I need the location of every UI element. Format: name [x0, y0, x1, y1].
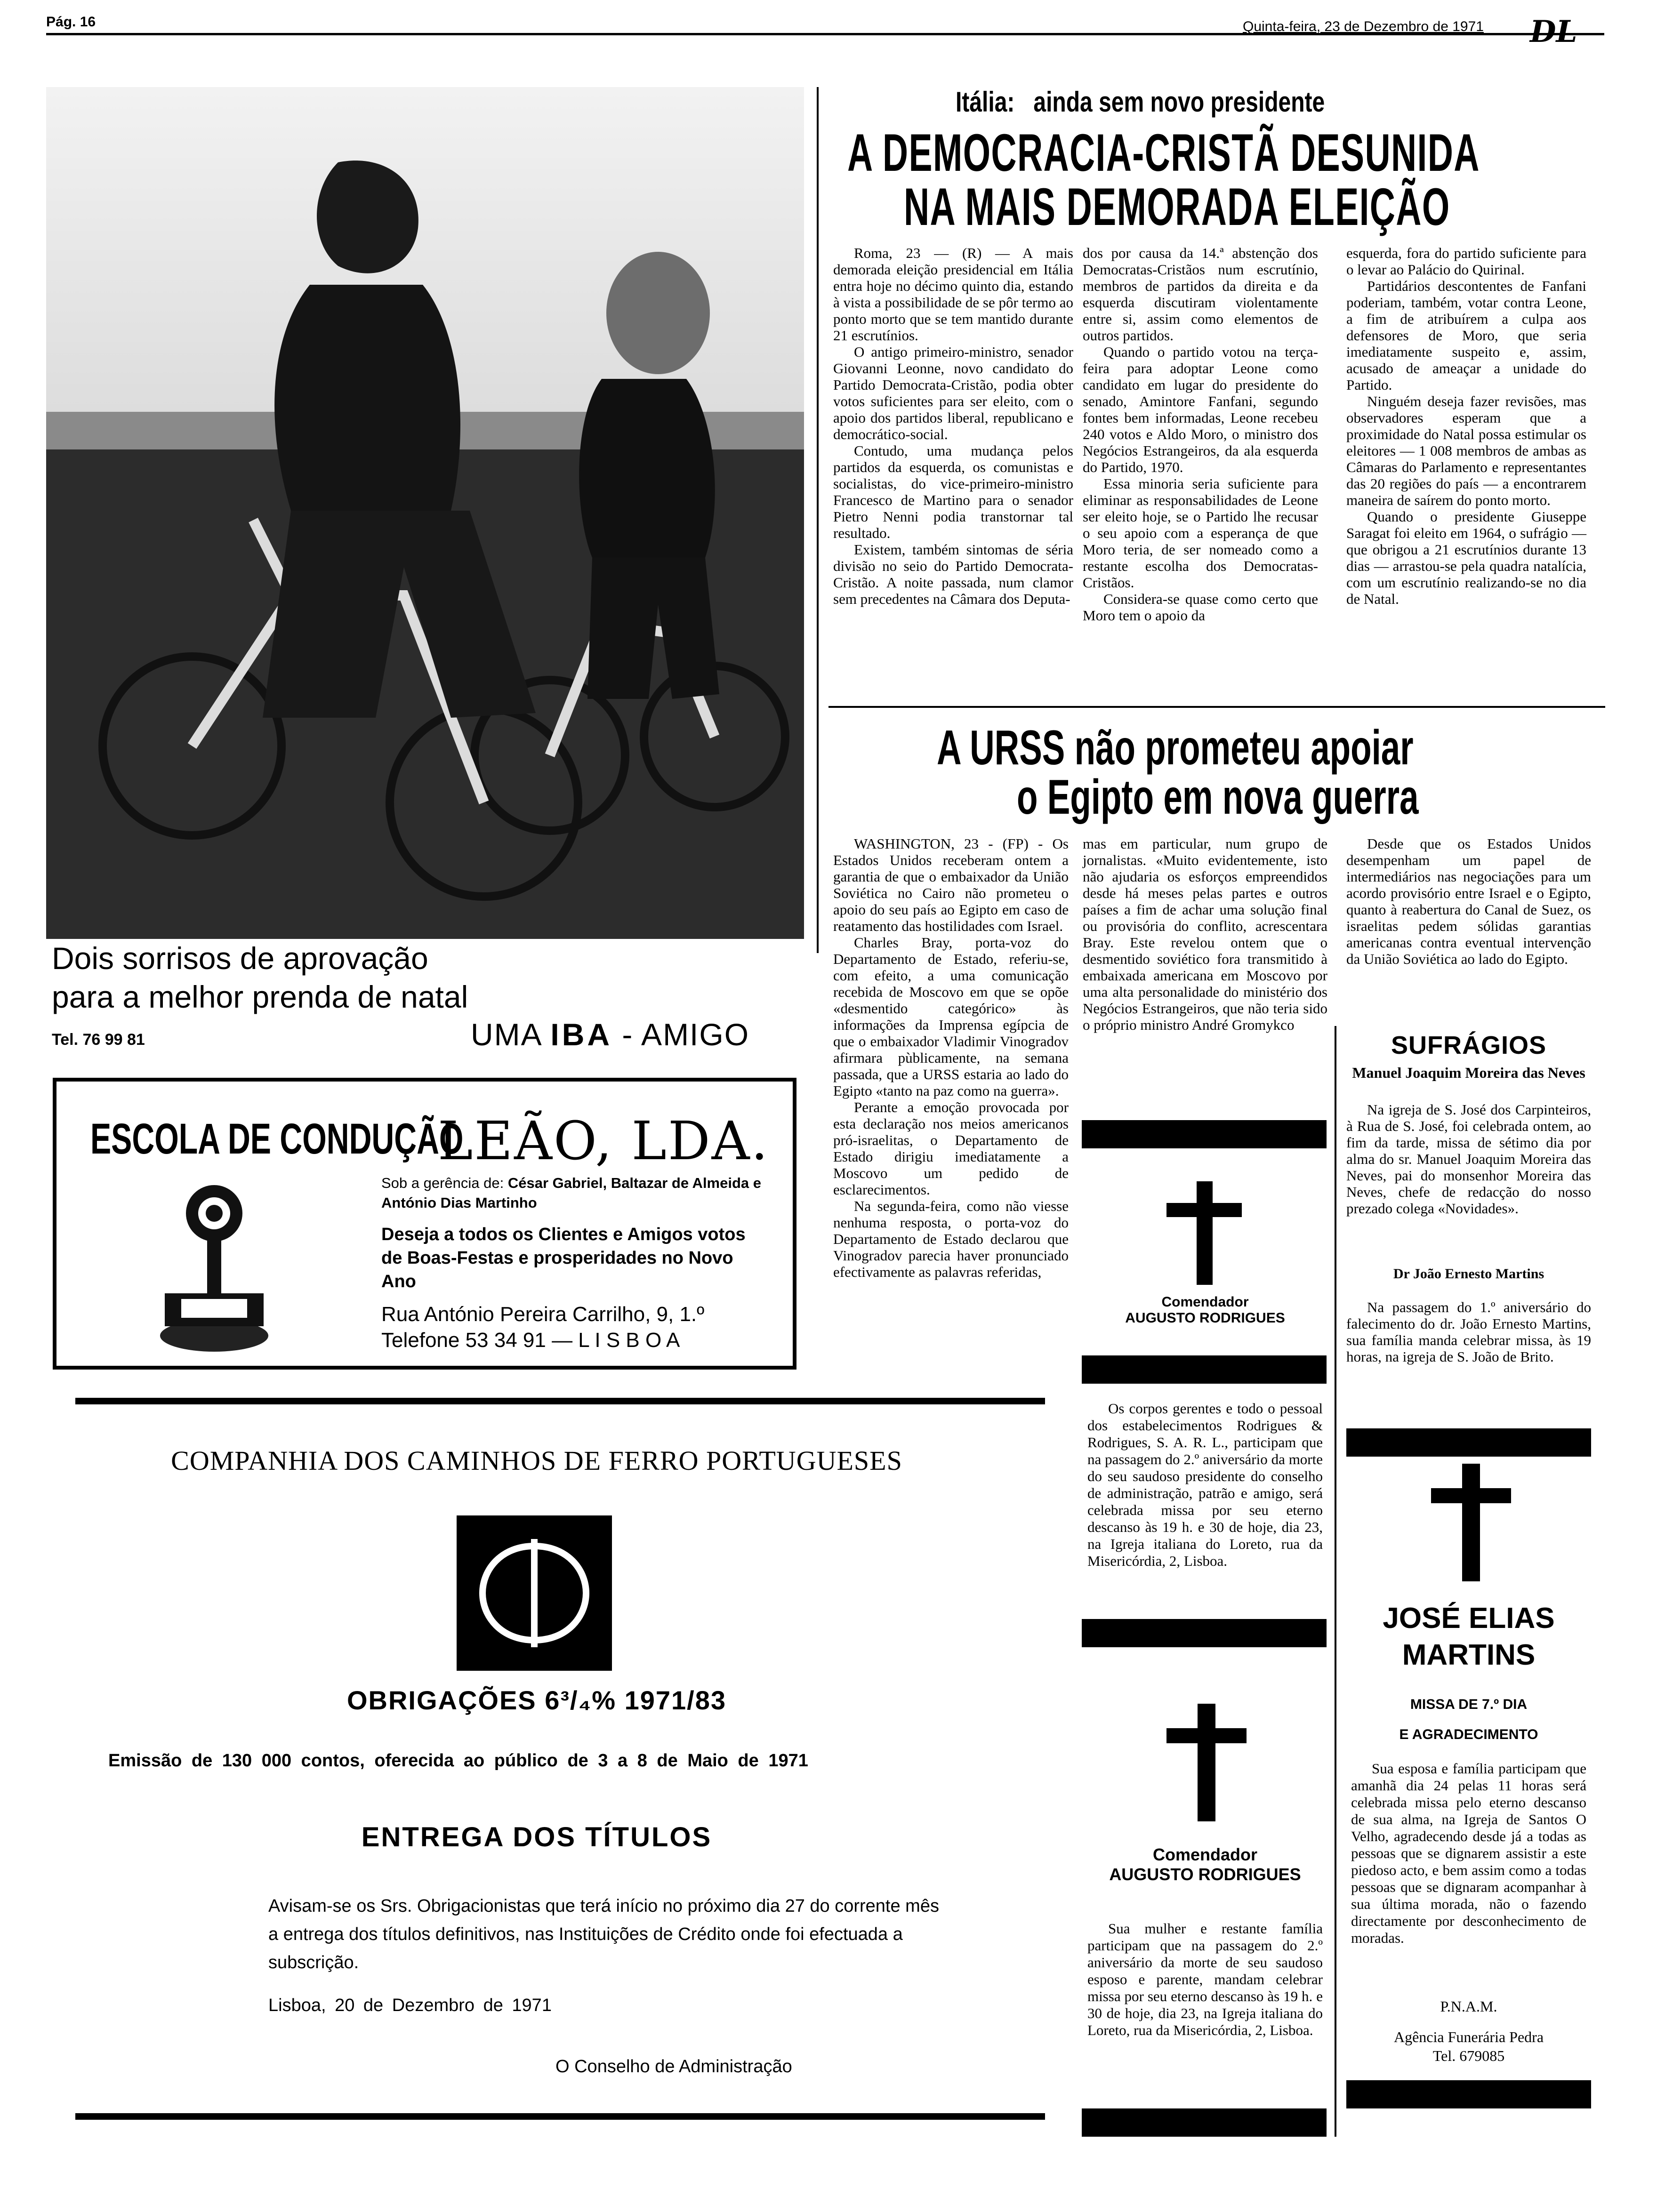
cp-top-rule	[75, 1398, 1045, 1404]
urss-col3-p1: Desde que os Estados Unidos desempenham um papel de intermediários nas negociações para um acordo provisório entre Israel e o Egipto, quanto à reabertura do Canal de Suez, os israelitas pedem sólidas garantias americanas contra eventual intervenção da União Soviética ao lado do Egipto.	[1346, 835, 1591, 967]
cp-emission-dates: de 3 a 8 de Maio de 1971	[567, 1751, 808, 1771]
obit1-cross-icon	[1166, 1181, 1242, 1285]
italy-col2-p3: Essa minoria seria suficiente para eliminar as responsabilidades de Leone ser eleito hoje, se o Partido lhe recusar o seu apoio com a esperança de que Moro teria, de ser nomeado como a restante escolha dos Democratas-Cristãos.	[1083, 475, 1318, 591]
obit1-cross-vertical	[1197, 1181, 1213, 1285]
urss-col1-p2: Charles Bray, porta-voz do Departamento de Estado, referiu-se, com efeito, a uma comunicação recebida de Moscovo em que se opõe «desmentido categórico» às informações da Imprensa egípcia de que o embaixador Vladimir Vinogradov afirmara pùblicamente, na semana passada, que a URSS estaria ao lado do Egipto «tanto na paz como na guerra».	[833, 934, 1069, 1099]
cp-notice: Avisam-se os Srs. Obrigacionistas que terá início no próximo dia 27 do corrente mês a entrega dos títulos definitivos, nas Instituições de Crédito onde foi efectuada a subscrição.	[268, 1896, 939, 1972]
escola-title-left: ESCOLA DE CONDUÇÃO	[90, 1115, 464, 1163]
newspaper-logo	[1530, 14, 1577, 49]
cp-place-date: Lisboa, 20 de Dezembro de 1971	[268, 1996, 552, 2015]
obit3-cross-vertical	[1462, 1464, 1480, 1581]
iba-brand-bold: IBA	[550, 1017, 613, 1052]
obit2-top-bar	[1082, 1619, 1327, 1647]
iba-brand-suffix: - AMIGO	[612, 1017, 750, 1052]
escola-management-names: César Gabriel, Baltazar de Almeida e António Dias Martinho	[381, 1175, 761, 1211]
italy-col2-p4: Considera-se quase como certo que Moro tem o apoio da	[1083, 591, 1318, 624]
cp-bond-title: OBRIGAÇÕES 6³/₄% 1971/83	[346, 1685, 727, 1715]
obit3-mass	[1346, 1690, 1591, 1750]
cp-signature: O Conselho de Administração	[555, 2057, 792, 2076]
italy-col2-p1: dos por causa da 14.ª abstenção dos Democratas-Cristãos num escrutínio, membros de partidos da direita e da esquerda discutiram violentamente entre si, assim como elementos de outros partidos.	[1083, 245, 1318, 344]
page-date: Quinta-feira, 23 de Dezembro de 1971	[1243, 19, 1484, 34]
cp-delivery-title: ENTREGA DOS TÍTULOS	[361, 1822, 712, 1852]
italy-headline-2: NA MAIS DEMORADA ELEIÇÃO	[904, 177, 1450, 236]
sufragios-text-2-p: Na passagem do 1.º aniversário do falecimento do dr. João Ernesto Martins, sua família manda celebrar missa, às 19 horas, na igreja de S. João de Brito.	[1346, 1299, 1591, 1365]
obit2-text	[1087, 1920, 1323, 2039]
obit1-title-line-2: AUGUSTO RODRIGUES	[1125, 1310, 1285, 1326]
obit2-bottom-bar	[1082, 2108, 1327, 2137]
sufragios-name-2: Dr João Ernesto Martins	[1393, 1266, 1544, 1282]
cp-emission	[108, 1751, 1003, 1771]
cp-bottom-rule	[75, 2113, 1045, 2120]
obit1-top-bar	[1082, 1120, 1327, 1148]
obit3-agency: Agência Funerária Pedra	[1393, 2028, 1544, 2045]
bicycle-photo-image	[46, 87, 804, 939]
obit1-mid-bar	[1082, 1355, 1327, 1384]
obit3-mass-line-1: MISSA DE 7.º DIA	[1410, 1697, 1528, 1712]
escola-title-right: LEÃO, LDA.	[438, 1111, 770, 1172]
escola-phone: Telefone 53 34 91 — L I S B O A	[381, 1329, 680, 1352]
lion-emblem-icon	[155, 1176, 273, 1354]
obit2-cross-horizontal	[1166, 1728, 1247, 1743]
obit1-text-p: Os corpos gerentes e todo o pessoal dos estabelecimentos Rodrigues & Rodrigues, S. A. R. L., participam que na passagem do 2.º aniversário da morte do seu saudoso presidente do conselho de administração, patrão e amigo, será celebrada missa por seu eterno descanso às 19 h. e 30 de hoje, dia 23, na Igreja italiana do Loreto, rua da Misericórdia, 2, Lisboa.	[1087, 1400, 1323, 1569]
italy-col2-p2: Quando o partido votou na terça-feira para adoptar Leone como candidato em lugar do presidente do senado, Amintore Fanfani, segundo fontes bem informadas, Leone recebeu 240 votos e Aldo Moro, o ministro dos Negócios Estrangeiros, da ala esquerda do Partido, 1970.	[1083, 344, 1318, 475]
urss-col1-p3: Perante a emoção provocada por esta declaração nos meios americanos pró-israelitas, o Departamento de Estado dirigiu imediatamente a Moscovo um pedido de esclarecimentos.	[833, 1099, 1069, 1198]
obit1-title-line-1: Comendador	[1161, 1294, 1249, 1310]
italy-col1-p3: Contudo, uma mudança pelos partidos da esquerda, os comunistas e socialistas, do vice-primeiro-ministro Francesco de Martino para o senador Pietro Nenni podia transtornar tal resultado.	[833, 442, 1073, 541]
bicycle-photo	[46, 87, 804, 939]
obit3-text-p: Sua esposa e família participam que amanhã dia 24 pelas 11 horas será celebrada missa pelo eterno descanso de sua alma, na Igreja de Santos O Velho, agradecendo desde já a todas as pessoas que se dignarem assistir a este piedoso acto, e bem assim como a todas pessoas que se dignaram acompanhar à sua última morada, não o fazendo directamente por desconhecimento de moradas.	[1351, 1760, 1586, 1946]
escola-address: Rua António Pereira Carrilho, 9, 1.º	[381, 1303, 705, 1326]
sufragios-divider	[1335, 1026, 1336, 2137]
obit3-cross-icon	[1431, 1464, 1511, 1581]
obit1-cross-horizontal	[1166, 1203, 1242, 1217]
escola-management	[381, 1173, 767, 1213]
italy-bottom-rule	[828, 706, 1605, 708]
column-divider	[817, 87, 819, 953]
sufragios-text-1	[1346, 1101, 1591, 1217]
obit3-agency-phone: Tel. 679085	[1432, 2047, 1505, 2064]
obit3-text	[1351, 1760, 1586, 1947]
obit1-title	[1083, 1294, 1327, 1326]
obit3-name-line-2: MARTINS	[1402, 1639, 1536, 1671]
sufragios-title: SUFRÁGIOS	[1391, 1031, 1547, 1059]
escola-ad-box	[53, 1078, 796, 1370]
italy-col1-p2: O antigo primeiro-ministro, senador Giovanni Leonne, novo candidato do Partido Democrata-Cristão, podia obter votos suficientes para ser eleito, com o apoio dos partidos liberal, republicano e democrático-social.	[833, 344, 1073, 442]
obit3-top-bar	[1346, 1428, 1591, 1457]
obit2-title-line-1: Comendador	[1152, 1845, 1257, 1864]
obit3-mass-line-2: E AGRADECIMENTO	[1399, 1727, 1538, 1742]
obit2-cross-vertical	[1198, 1704, 1215, 1821]
italy-col3-p3: Ninguém deseja fazer revisões, mas observadores esperam que a proximidade do Natal possa estimular os eleitores — 1 008 membros de ambas as Câmaras do Parlamento e representantes das 20 regiões do país — a encontrarem maneira de saírem do ponto morto.	[1346, 393, 1586, 508]
italy-col-2	[1083, 245, 1318, 624]
italy-col3-p2: Partidários descontentes de Fanfani poderiam, também, votar contra Leone, a fim de atribuírem a culpa aos defensores de Moro, que seria imediatamente suspeito e, assim, acusado de ameaçar a unidade do Partido.	[1346, 278, 1586, 393]
italy-kicker-label: Itália:	[956, 86, 1015, 118]
caption-line-2: para a melhor prenda de natal	[52, 979, 468, 1014]
urss-col-1	[833, 835, 1069, 1280]
italy-col3-p1: esquerda, fora do partido suficiente para o levar ao Palácio do Quirinal.	[1346, 245, 1586, 278]
urss-col1-p1: WASHINGTON, 23 - (FP) - Os Estados Unidos receberam ontem a garantia de que o embaixador da União Soviética no Cairo não prometeu o apoio do seu país ao Egipto em caso de reatamento das hostilidades com Israel.	[833, 835, 1069, 934]
escola-wishes: Deseja a todos os Clientes e Amigos votos de Boas-Festas e prosperidades no Novo Ano	[381, 1225, 746, 1291]
obit2-title	[1083, 1845, 1327, 1884]
urss-headline-1: A URSS não prometeu apoiar	[937, 721, 1414, 775]
urss-col2-p1: mas em particular, num grupo de jornalistas. «Muito evidentemente, isto não ajudaria os esforços empreendidos desde há meses pelas partes e outros países a fim de achar uma solução final ou provisória do conflito, acrescentara Bray. Este revelou ontem que o desmentido soviético fora transmitido à embaixada americana em Moscovo por uma alta personalidade do ministério dos Negócios Estrangeiros, que não teria sido o próprio ministro André Gromykco	[1083, 835, 1327, 1033]
caption-line-1: Dois sorrisos de aprovação	[52, 941, 428, 976]
sufragios-text-1-p: Na igreja de S. José dos Carpinteiros, à Rua de S. José, foi celebrada ontem, ao fim da tarde, missa de sétimo dia por alma do sr. Manuel Joaquim Moreira das Neves, pai do monsenhor Moreira das Neves, chefe de redacção do nosso prezado colega «Novidades».	[1346, 1101, 1591, 1217]
obit2-text-p: Sua mulher e restante família participam que na passagem do 2.º aniversário da morte de seu saudoso esposo e parente, mandam celebrar missa por seu eterno descanso às 19 h. e 30 de hoje, dia 23, na Igreja italiana do Loreto, rua da Misericórdia, 2, Lisboa.	[1087, 1920, 1323, 2038]
obit3-name	[1346, 1600, 1591, 1674]
italy-kicker-text: ainda sem novo presidente	[1033, 86, 1325, 118]
sufragios-name-1: Manuel Joaquim Moreira das Neves	[1352, 1064, 1585, 1081]
sufragios-text-2	[1346, 1299, 1591, 1365]
obit3-bottom-bar	[1346, 2080, 1591, 2108]
urss-headline-2: o Egipto em nova guerra	[1017, 770, 1419, 825]
logo-text: DL	[1530, 14, 1577, 49]
cp-logo-mark-icon	[457, 1515, 612, 1671]
iba-brand	[471, 1017, 749, 1052]
italy-kicker	[956, 86, 1325, 118]
italy-col-3	[1346, 245, 1586, 607]
obit2-cross-icon	[1166, 1704, 1247, 1821]
page-number: Pág. 16	[46, 14, 96, 30]
urss-col-3	[1346, 835, 1591, 967]
urss-col-2	[1083, 835, 1327, 1033]
cp-emission-prefix: Emissão de 130 000 contos, oferecida ao público	[108, 1751, 568, 1771]
italy-col1-p1: Roma, 23 — (R) — A mais demorada eleição presidencial em Itália entra hoje no décimo quinto dia, estando à vista a possibilidade de se pôr termo ao ponto morto que se tem mantido durante 21 escrutínios.	[833, 245, 1073, 344]
urss-col1-p4: Na segunda-feira, como não viesse nenhuma resposta, o porta-voz do Departamento de Estado declarou que Vinogradov parecia haver pronunciado efectivamente as palavras referidas,	[833, 1198, 1069, 1280]
obit1-text	[1087, 1400, 1323, 1570]
italy-col3-p4: Quando o presidente Giuseppe Saragat foi eleito em 1964, o sufrágio — que obrigou a 21 escrutínios durante 13 dias — arrastou-se pela quadra natalícia, com um escrutínio realizando-se no dia de Natal.	[1346, 508, 1586, 607]
cp-company-name: COMPANHIA DOS CAMINHOS DE FERRO PORTUGUESES	[171, 1445, 902, 1476]
obit2-title-line-2: AUGUSTO RODRIGUES	[1109, 1865, 1301, 1884]
iba-brand-prefix: UMA	[471, 1017, 551, 1052]
cp-logo	[457, 1515, 612, 1671]
italy-col1-p4: Existem, também sintomas de séria divisão no seio do Partido Democrata-Cristão. A noite passada, num clamor sem precedentes na Câmara dos Deputa-	[833, 541, 1073, 607]
obit3-name-line-1: JOSÉ ELIAS	[1383, 1602, 1555, 1635]
photo-caption	[52, 939, 468, 1016]
escola-management-label: Sob a gerência de:	[381, 1175, 508, 1191]
obit3-signature: P.N.A.M.	[1440, 1998, 1497, 2015]
italy-col-1	[833, 245, 1073, 607]
obit3-cross-horizontal	[1431, 1488, 1511, 1503]
iba-phone: Tel. 76 99 81	[52, 1031, 145, 1049]
italy-headline-1: A DEMOCRACIA-CRISTÃ DESUNIDA	[847, 123, 1480, 182]
